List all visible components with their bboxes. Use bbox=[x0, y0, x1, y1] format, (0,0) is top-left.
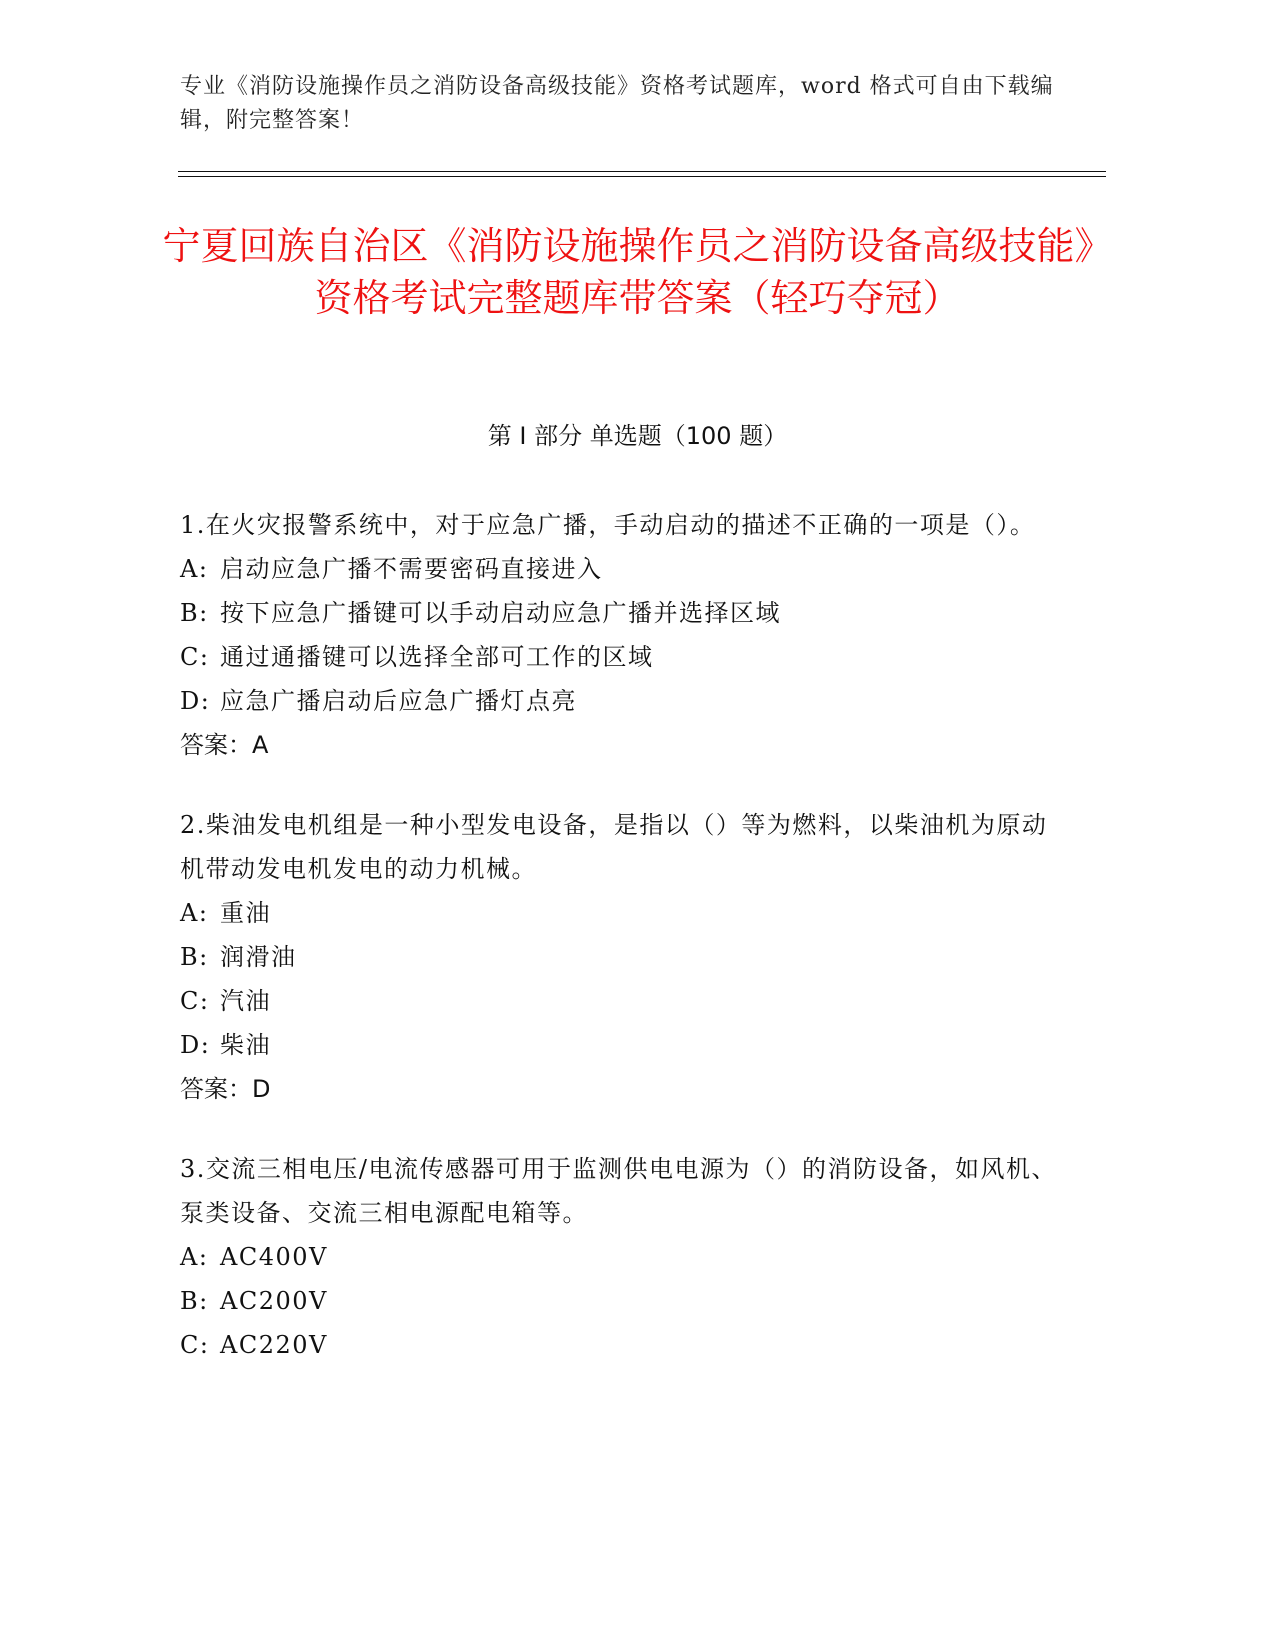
option-text: 汽油 bbox=[220, 987, 271, 1015]
question-stem: 1.在火灾报警系统中，对于应急广播，手动启动的描述不正确的一项是（）。 bbox=[180, 511, 1036, 539]
option-key: D: bbox=[180, 687, 211, 715]
option-text: 重油 bbox=[220, 899, 271, 927]
option-text: AC400V bbox=[220, 1243, 328, 1271]
option-key: B: bbox=[180, 1287, 209, 1315]
option-d bbox=[180, 1023, 1060, 1067]
header-divider-bottom bbox=[178, 176, 1106, 177]
section-title: 第 I 部分 单选题（100 题） bbox=[487, 422, 788, 450]
question-list bbox=[180, 503, 1060, 1403]
question-3 bbox=[180, 1147, 1060, 1367]
option-a bbox=[180, 891, 1060, 935]
option-text: AC200V bbox=[220, 1287, 328, 1315]
document-title: 宁夏回族自治区《消防设施操作员之消防设备高级技能》资格考试完整题库带答案（轻巧夺冠） bbox=[162, 224, 1113, 320]
option-a bbox=[180, 1235, 1060, 1279]
option-key: C: bbox=[180, 987, 210, 1015]
option-b bbox=[180, 935, 1060, 979]
option-c bbox=[180, 979, 1060, 1023]
option-b bbox=[180, 1279, 1060, 1323]
question-stem: 3.交流三相电压/电流传感器可用于监测供电电源为（）的消防设备，如风机、泵类设备、交流三相电源配电箱等。 bbox=[180, 1155, 1057, 1227]
option-key: C: bbox=[180, 643, 210, 671]
question-1 bbox=[180, 503, 1060, 767]
option-text: 按下应急广播键可以手动启动应急广播并选择区域 bbox=[220, 599, 781, 627]
header-divider-top bbox=[178, 171, 1106, 172]
option-text: AC220V bbox=[220, 1331, 328, 1359]
answer-line: 答案：D bbox=[180, 1075, 271, 1103]
option-c bbox=[180, 635, 1060, 679]
option-key: A: bbox=[180, 555, 209, 583]
option-key: D: bbox=[180, 1031, 211, 1059]
option-key: B: bbox=[180, 943, 209, 971]
question-stem: 2.柴油发电机组是一种小型发电设备，是指以（）等为燃料，以柴油机为原动机带动发电机发电的动力机械。 bbox=[180, 811, 1048, 883]
answer-line: 答案：A bbox=[180, 731, 269, 759]
option-text: 柴油 bbox=[220, 1031, 271, 1059]
option-text: 应急广播启动后应急广播灯点亮 bbox=[220, 687, 577, 715]
question-2 bbox=[180, 803, 1060, 1111]
option-a bbox=[180, 547, 1060, 591]
option-text: 启动应急广播不需要密码直接进入 bbox=[220, 555, 603, 583]
option-c bbox=[180, 1323, 1060, 1367]
option-text: 通过通播键可以选择全部可工作的区域 bbox=[220, 643, 654, 671]
option-key: A: bbox=[180, 899, 209, 927]
option-key: C: bbox=[180, 1331, 210, 1359]
option-key: A: bbox=[180, 1243, 209, 1271]
option-d bbox=[180, 679, 1060, 723]
option-text: 润滑油 bbox=[220, 943, 297, 971]
option-b bbox=[180, 591, 1060, 635]
option-key: B: bbox=[180, 599, 209, 627]
header-note: 专业《消防设施操作员之消防设备高级技能》资格考试题库，word 格式可自由下载编辑，附完整答案！ bbox=[180, 74, 1054, 133]
